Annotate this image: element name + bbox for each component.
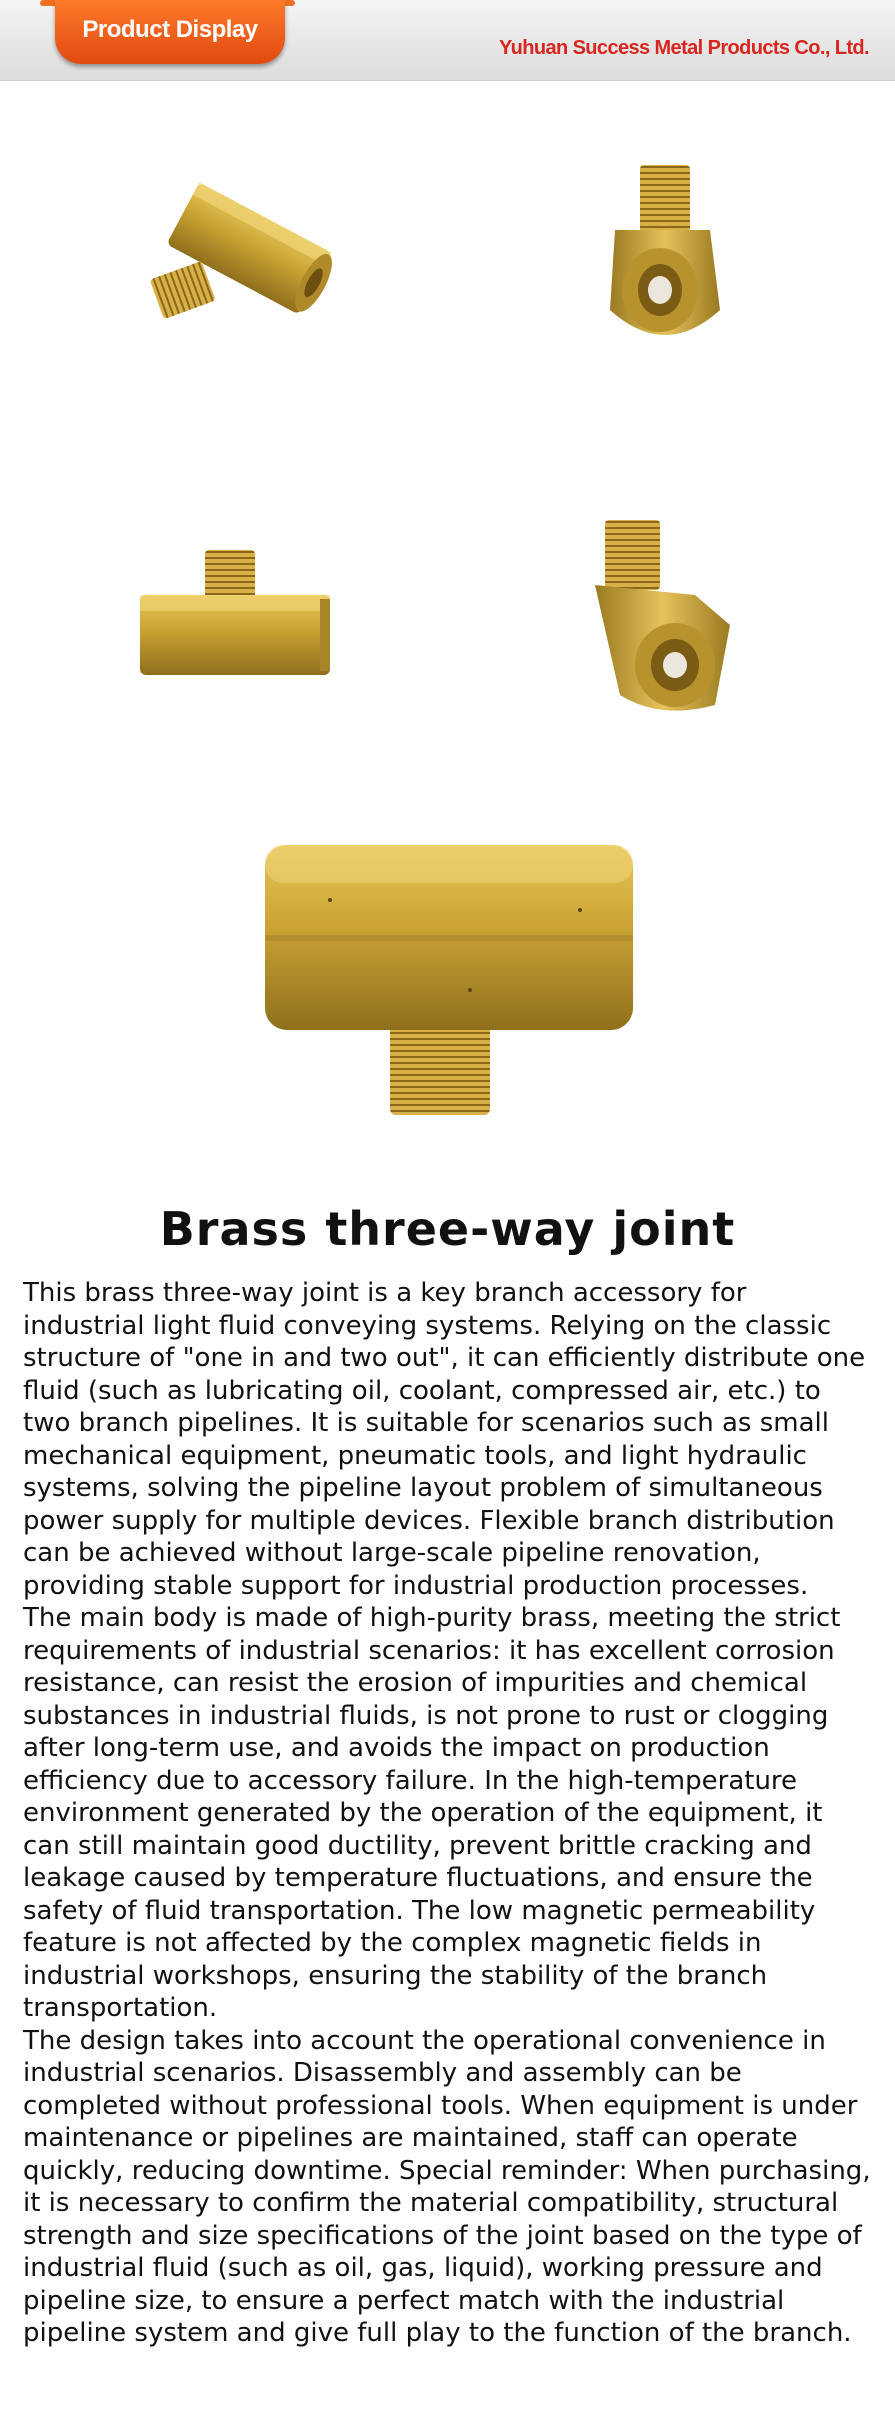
product-photo-3: [135, 545, 335, 685]
description-paragraph-3: The design takes into account the operational convenience in industrial scenarios. Disassembly and assembly can be completed without professional tools. When equipment is under maintenance or pipelines are maintained, staff can operate quickly, reducing downtime. Special reminder: When purchasing, it is necessary to confirm the material compatibility, structural strength and size specifications of the joint based on the type of industrial fluid (such as oil, gas, liquid), working pressure and pipeline size, to ensure a perfect match with the industrial pipeline system and give full play to the function of the branch.: [23, 2025, 871, 2348]
header-bar: [0, 0, 895, 81]
product-photo-5: [260, 840, 640, 1120]
product-display-tab[interactable]: [55, 0, 285, 64]
product-photo-1: [140, 170, 340, 340]
product-description: [23, 1277, 873, 2350]
product-photo-2: [590, 160, 740, 370]
description-paragraph-2: The main body is made of high-purity brass, meeting the strict requirements of industrial scenarios: it has excellent corrosion resistance, can resist the erosion of impurities and chemical substances in industrial fluids, is not prone to rust or clogging after long-term use, and avoids the impact on production efficiency due to accessory failure. In the high-temperature environment generated by the operation of the equipment, it can still maintain good ductility, prevent brittle cracking and leakage caused by temperature fluctuations, and ensure the safety of fluid transportation. The low magnetic permeability feature is not affected by the complex magnetic fields in industrial workshops, ensuring the stability of the branch transportation.: [23, 1603, 841, 2023]
product-display-label: Product Display: [82, 16, 258, 43]
company-name: Yuhuan Success Metal Products Co., Ltd.: [498, 37, 869, 59]
product-title: Brass three-way joint: [159, 1202, 736, 1256]
product-photo-4: [590, 515, 740, 725]
description-paragraph-1: This brass three-way joint is a key branch accessory for industrial light fluid conveying systems. Relying on the classic structure of "one in and two out", it can efficiently distribute one fluid (such as lubricating oil, coolant, compressed air, etc.) to two branch pipelines. It is suitable for scenarios such as small mechanical equipment, pneumatic tools, and light hydraulic systems, solving the pipeline layout problem of simultaneous power supply for multiple devices. Flexible branch distribution can be achieved without large-scale pipeline renovation, providing stable support for industrial production processes.: [23, 1278, 866, 1601]
